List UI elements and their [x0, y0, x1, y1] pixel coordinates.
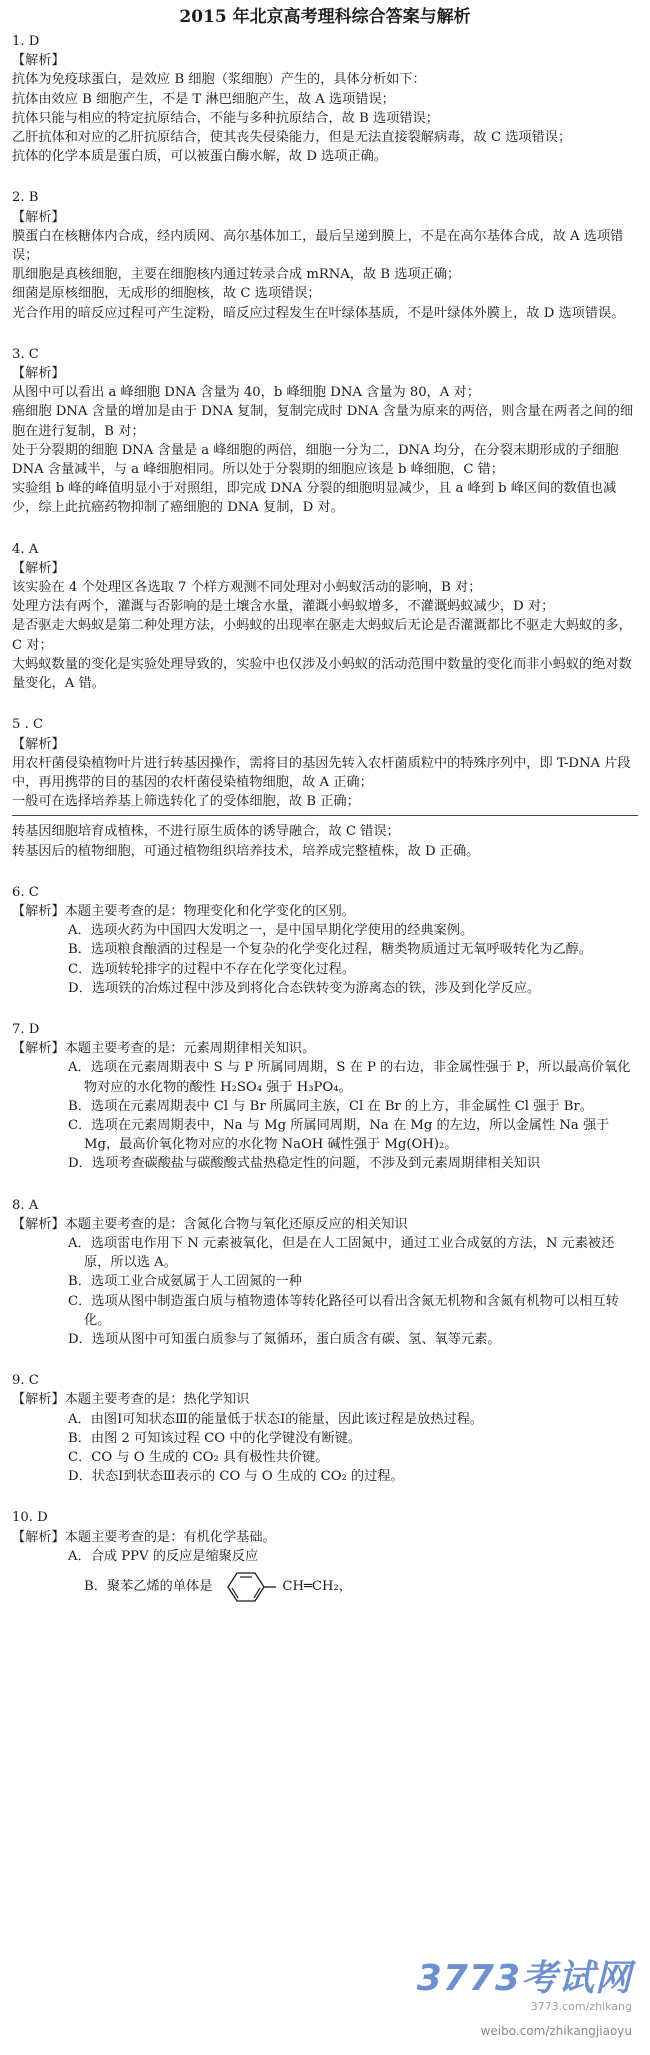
analysis-line: 转基因细胞培育成植株，不进行原生质体的诱导融合，故 C 错误；	[12, 824, 400, 840]
option-text-suffix: CH═CH₂，	[282, 1579, 352, 1595]
analysis-intro: 本题主要考查的是：元素周期律相关知识。	[64, 1041, 316, 1057]
analysis-label: 【解析】	[12, 1216, 65, 1232]
analysis-line: 处理方法有两个，灌溉与否影响的是土壤含水量，灌溉小蚂蚁增多，不灌溉蚂蚁减少，D 对；	[12, 599, 555, 615]
question-block	[0, 883, 650, 998]
benzene-ring-icon	[218, 1570, 276, 1604]
analysis-option: A．选项雷电作用下 N 元素被氧化，但是在人工固氮中，通过工业合成氨的方法，N 元素被还原，所以选 A。	[68, 1235, 615, 1271]
analysis-line: 从图中可以看出 a 峰细胞 DNA 含量为 40，b 峰细胞 DNA 含量为 80，A 对；	[12, 385, 480, 401]
analysis-option: C．选项从图中制造蛋白质与植物遗体等转化路径可以看出含氮无机物和含氮有机物可以相互转化。	[68, 1293, 619, 1328]
analysis-option: D．选项从图中可知蛋白质参与了氮循环，蛋白质含有碳、氢、氧等元素。	[68, 1331, 501, 1347]
analysis-option: C．选项在元素周期表中，Na 与 Mg 所属同周期，Na 在 Mg 的左边，所以金属性 Na 强于 Mg，最高价氧化物对应的水化物 NaOH 碱性强于 Mg(OH)₂。	[68, 1117, 610, 1153]
analysis-line: 用农杆菌侵染植物叶片进行转基因操作，需将目的基因先转入农杆菌质粒中的特殊序列中，即 T-DNA 片段中，再用携带的目的基因的农杆菌侵染植物细胞，故 A 正确；	[12, 755, 631, 790]
analysis-option: A．合成 PPV 的反应是缩聚反应	[68, 1548, 259, 1564]
page-title: 2015 年北京高考理科综合答案与解析	[179, 7, 471, 27]
page-divider	[12, 815, 638, 816]
analysis-line: 该实验在 4 个处理区各选取 7 个样方观测不同处理对小蚂蚁活动的影响，B 对；	[12, 580, 482, 596]
question-block	[0, 1371, 650, 1486]
analysis-line: 抗体由效应 B 细胞产生，不是 T 淋巴细胞产生，故 A 选项错误；	[12, 91, 395, 107]
question-number: 8. A	[12, 1197, 39, 1213]
question-number: 5 . C	[12, 717, 44, 733]
analysis-option: B．选项粮食酿酒的过程是一个复杂的化学变化过程，糖类物质通过无氧呼吸转化为乙醇。	[68, 942, 592, 958]
analysis-label: 【解析】	[12, 1041, 65, 1057]
analysis-option: A．选项火药为中国四大发明之一，是中国早期化学使用的经典案例。	[68, 923, 474, 939]
analysis-line: 肌细胞是真核细胞，主要在细胞核内通过转录合成 mRNA，故 B 选项正确；	[12, 267, 461, 283]
watermark-subtext: 3773.com/zhikang	[530, 1999, 632, 2013]
analysis-option-with-structure	[12, 1570, 640, 1604]
analysis-option: B．选项在元素周期表中 Cl 与 Br 所属同主族，Cl 在 Br 的上方，非金属性 Cl 强于 Br。	[68, 1098, 593, 1114]
question-number: 6. C	[12, 884, 39, 900]
analysis-option: A．由图Ⅰ可知状态Ⅲ的能量低于状态Ⅰ的能量，因此该过程是放热过程。	[68, 1411, 484, 1427]
analysis-intro-line	[12, 1390, 640, 1409]
question-block	[0, 32, 650, 166]
question-number: 10. D	[12, 1510, 48, 1526]
watermark	[416, 1957, 632, 2041]
question-block	[0, 1020, 650, 1174]
analysis-intro: 本题主要考查的是：有机化学基础。	[64, 1529, 276, 1545]
analysis-line: 乙肝抗体和对应的乙肝抗原结合，使其丧失侵染能力，但是无法直接裂解病毒，故 C 选项错误；	[12, 130, 572, 146]
analysis-label: 【解析】	[12, 53, 65, 69]
analysis-option: B．选项工业合成氨属于人工固氮的一种	[68, 1274, 302, 1290]
option-text: B．聚苯乙烯的单体是	[84, 1579, 213, 1595]
question-number: 2. B	[12, 190, 39, 206]
question-number: 4. A	[12, 541, 39, 557]
analysis-intro-line	[12, 902, 640, 921]
analysis-line: 实验组 b 峰的峰值明显小于对照组，即完成 DNA 分裂的细胞明显减少，且 a 峰到 b 峰区间的数值也减少，综上此抗癌药物抑制了癌细胞的 DNA 复制，D 对。	[12, 481, 617, 516]
analysis-line: 处于分裂期的细胞 DNA 含量是 a 峰细胞的两倍，细胞一分为二，DNA 均分，在分裂末期形成的子细胞 DNA 含量减半，与 a 峰细胞相同。所以处于分裂期的细胞应该是 b 峰细胞，C 错；	[12, 442, 619, 478]
analysis-option: A．选项在元素周期表中 S 与 P 所属同周期，S 在 P 的右边，非金属性强于 P，所以最高价氧化物对应的水化物的酸性 H₂SO₄ 强于 H₃PO₄。	[68, 1060, 631, 1095]
question-block	[0, 188, 650, 322]
question-block-continued	[0, 822, 650, 860]
watermark-logo: 3773考试网	[416, 1957, 632, 1999]
analysis-intro-line	[12, 1215, 640, 1234]
analysis-line: 抗体的化学本质是蛋白质，可以被蛋白酶水解，故 D 选项正确。	[12, 149, 388, 165]
analysis-line: 抗体只能与相应的特定抗原结合，不能与多种抗原结合，故 B 选项错误；	[12, 110, 439, 126]
question-block	[0, 1508, 650, 1604]
analysis-intro: 本题主要考查的是：物理变化和化学变化的区别。	[64, 903, 355, 919]
question-number: 9. C	[12, 1373, 39, 1389]
question-number: 1. D	[12, 34, 40, 49]
answer-content	[0, 32, 650, 1604]
analysis-intro-line	[12, 1528, 640, 1547]
question-number: 7. D	[12, 1021, 40, 1037]
analysis-label: 【解析】	[12, 560, 65, 576]
question-block	[0, 540, 650, 694]
analysis-line: 膜蛋白在核糖体内合成，经内质网、高尔基体加工，最后呈递到膜上，不是在高尔基体合成，故 A 选项错误；	[12, 228, 624, 264]
analysis-option: C．选项转轮排字的过程中不存在化学变化过程。	[68, 961, 356, 977]
analysis-label: 【解析】	[12, 209, 65, 225]
analysis-label: 【解析】	[12, 736, 65, 752]
analysis-intro-line	[12, 1039, 640, 1058]
question-block	[0, 715, 650, 811]
analysis-line: 大蚂蚁数量的变化是实验处理导致的，实验中也仅涉及小蚂蚁的活动范围中数量的变化而非小蚂蚁的绝对数量变化，A 错。	[12, 656, 632, 692]
question-number: 3. C	[12, 346, 39, 362]
analysis-line: 癌细胞 DNA 含量的增加是由于 DNA 复制，复制完成时 DNA 含量为原来的两倍，则含量在两者之间的细胞在进行复制，B 对；	[12, 404, 634, 439]
analysis-option: D．选项铁的冶炼过程中涉及到将化合态铁转变为游离态的铁，涉及到化学反应。	[68, 980, 541, 996]
analysis-option: D．选项考查碳酸盐与碳酸酸式盐热稳定性的问题，不涉及到元素周期律相关知识	[68, 1156, 541, 1172]
analysis-line: 抗体为免疫球蛋白，是效应 B 细胞（浆细胞）产生的，具体分析如下：	[12, 72, 426, 88]
watermark-url: weibo.com/zhikangjiaoyu	[480, 2023, 632, 2038]
analysis-line: 转基因后的植物细胞，可通过植物组织培养技术，培养成完整植株，故 D 正确。	[12, 843, 480, 859]
analysis-option: D．状态Ⅰ到状态Ⅲ表示的 CO 与 O 生成的 CO₂ 的过程。	[68, 1469, 404, 1485]
question-block	[0, 1196, 650, 1350]
analysis-option: B．由图 2 可知该过程 CO 中的化学键没有断键。	[68, 1430, 362, 1446]
analysis-line: 一般可在选择培养基上筛选转化了的受体细胞，故 B 正确；	[12, 794, 360, 810]
analysis-label: 【解析】	[12, 903, 65, 919]
question-block	[0, 345, 650, 518]
analysis-line: 是否驱走大蚂蚁是第二种处理方法，小蚂蚁的出现率在驱走大蚂蚁后无论是否灌溉都比不驱走大蚂蚁的多，C 对；	[12, 618, 632, 653]
analysis-line: 细菌是原核细胞，无成形的细胞核，故 C 选项错误；	[12, 286, 321, 302]
analysis-label: 【解析】	[12, 366, 65, 382]
analysis-line: 光合作用的暗反应过程可产生淀粉，暗反应过程发生在叶绿体基质，不是叶绿体外膜上，故 D 选项错误。	[12, 305, 625, 321]
analysis-intro: 本题主要考查的是：热化学知识	[64, 1392, 250, 1408]
analysis-label: 【解析】	[12, 1529, 65, 1545]
analysis-label: 【解析】	[12, 1392, 65, 1408]
analysis-option: C．CO 与 O 生成的 CO₂ 具有极性共价键。	[68, 1450, 329, 1465]
analysis-intro: 本题主要考查的是：含氮化合物与氧化还原反应的相关知识	[64, 1216, 408, 1232]
